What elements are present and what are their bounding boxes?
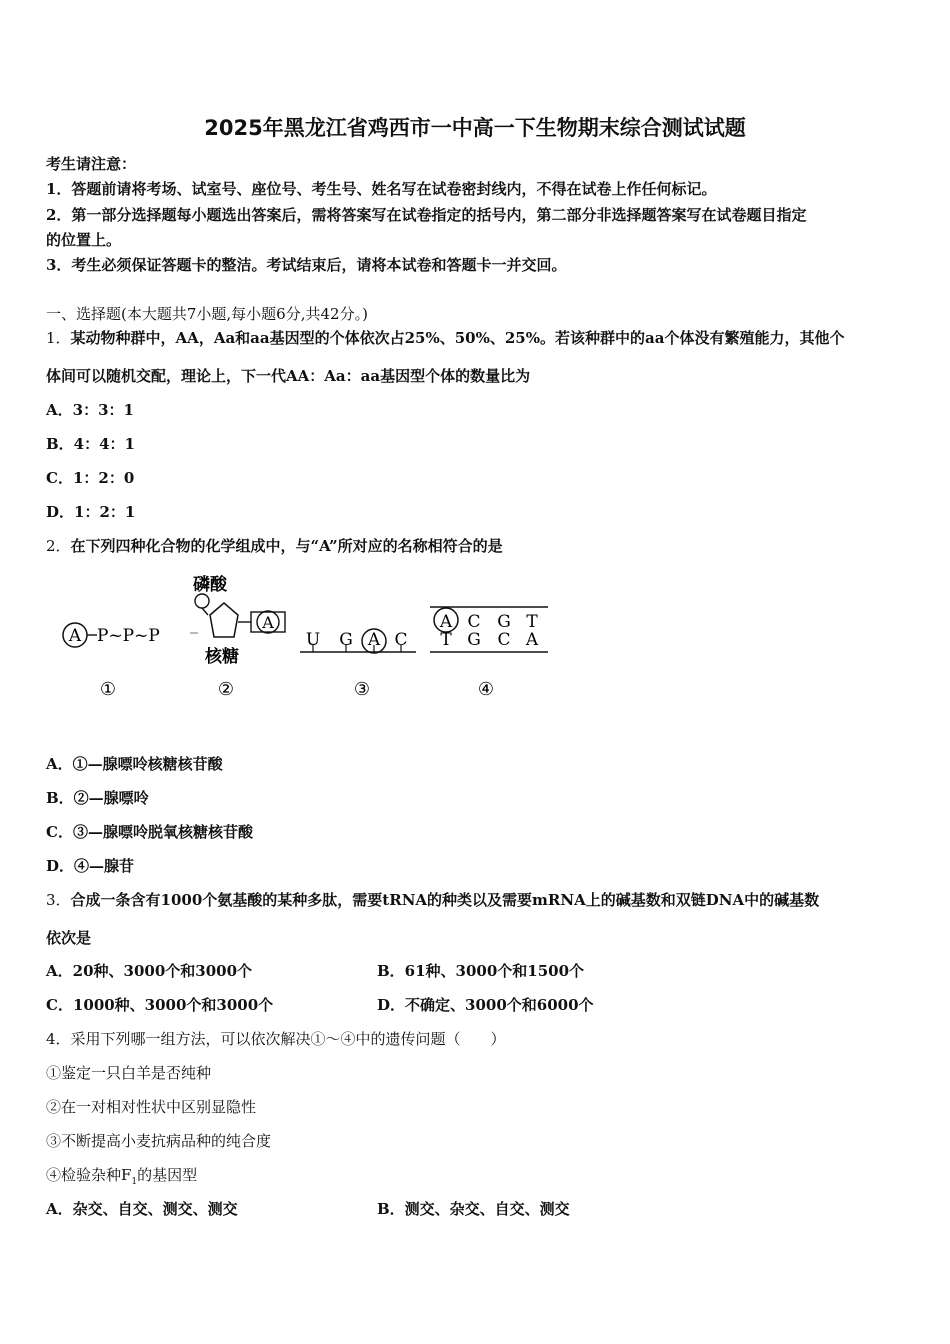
q4-item-4: [46, 1164, 197, 1187]
phosphate-shape: [195, 594, 209, 608]
figure-4-bottom-3: C: [497, 630, 511, 650]
q2-option-b: B．②—腺嘌呤: [46, 789, 149, 807]
notice-heading: 考生请注意：: [46, 155, 137, 173]
ribose-pentagon: [210, 603, 238, 637]
figure-4-top-3: G: [497, 612, 511, 632]
section-heading: 一、选择题(本大题共7小题,每小题6分,共42分。): [46, 305, 368, 323]
q4-text: 采用下列哪一组方法，可以依次解决①～④中的遗传问题（ ）: [70, 1030, 506, 1048]
q4-item-1: ①鉴定一只白羊是否纯种: [46, 1064, 212, 1082]
figure-2-a: A: [262, 613, 274, 632]
q2-stem: [46, 535, 503, 556]
q4-item-4-sub: 1: [131, 1177, 138, 1187]
q2-option-c: C．③—腺嘌呤脱氧核糖核苷酸: [46, 823, 253, 841]
figure-1-atp: [63, 623, 160, 700]
figure-4-bottom-4: A: [525, 630, 539, 650]
figure-3-rna: [300, 629, 416, 700]
figure-3-base-2: G: [339, 630, 353, 650]
figure-4-label: ④: [477, 679, 495, 700]
q4-stem: [46, 1028, 506, 1049]
q3-text-line1: 合成一条含有1000个氨基酸的某种多肽，需要tRNA的种类以及需要mRNA上的碱基数和双链DNA中的碱基数: [70, 891, 820, 909]
q3-option-d: D．不确定、3000个和6000个: [377, 996, 594, 1014]
q3-option-a: A．20种、3000个和3000个: [46, 962, 253, 980]
q4-number: 4．: [46, 1030, 71, 1048]
figure-1-label: ①: [99, 679, 117, 700]
figure-4-top-2: C: [467, 612, 481, 632]
phosphate-label: 磷酸: [193, 575, 227, 595]
q2-option-a: A．①—腺嘌呤核糖核苷酸: [46, 755, 223, 773]
notice-item-2: 2．第一部分选择题每小题选出答案后，需将答案写在试卷指定的括号内，第二部分非选择题答案写在试卷题目指定: [46, 206, 807, 224]
q1-option-a: A．3：3：1: [46, 401, 134, 419]
figure-1-chain: P~P~P: [97, 626, 160, 646]
q1-option-c: C．1：2：0: [46, 469, 135, 487]
figure-4-dna: [430, 607, 548, 700]
q2-figure: [0, 565, 950, 710]
q1-option-d: D．1：2：1: [46, 503, 136, 521]
q4-item-3: ③不断提高小麦抗病品种的纯合度: [46, 1132, 272, 1150]
q2-text: 在下列四种化合物的化学组成中，与“A”所对应的名称相符合的是: [70, 537, 503, 555]
q4-option-b: B．测交、杂交、自交、测交: [377, 1200, 570, 1218]
notice-item-1: 1．答题前请将考场、试室号、座位号、考生号、姓名写在试卷密封线内，不得在试卷上作任何标记。: [46, 180, 717, 198]
q2-option-d: D．④—腺苷: [46, 857, 135, 875]
q3-stem: [46, 889, 819, 910]
q3-text-line2: 依次是: [46, 929, 92, 947]
q4-item-4-pre: ④检验杂种F: [46, 1166, 132, 1184]
q1-option-b: B．4：4：1: [46, 435, 135, 453]
page-title: 2025年黑龙江省鸡西市一中高一下生物期末综合测试试题: [204, 116, 746, 140]
figure-3-base-1: U: [305, 630, 321, 650]
notice-item-3: 3．考生必须保证答题卡的整洁。考试结束后，请将本试卷和答题卡一并交回。: [46, 256, 567, 274]
figure-4-bottom-1: T: [440, 630, 452, 650]
q1-text-line1: 某动物种群中，AA，Aa和aa基因型的个体依次占25%、50%、25%。若该种群中的aa个体没有繁殖能力，其他个: [70, 329, 845, 347]
q1-number: 1．: [46, 329, 71, 347]
q4-item-4-post: 的基因型: [137, 1166, 198, 1184]
figure-2-label: ②: [217, 679, 235, 700]
figure-4-bottom-2: G: [467, 630, 481, 650]
ribose-label: 核糖: [205, 647, 239, 667]
figure-3-label: ③: [353, 679, 371, 700]
q1-text-line2: 体间可以随机交配，理论上，下一代AA：Aa：aa基因型个体的数量比为: [46, 367, 531, 385]
notice-item-2-cont: 的位置上。: [46, 231, 122, 249]
figure-3-base-3: A: [367, 630, 381, 650]
q2-number: 2．: [46, 537, 71, 555]
q4-option-a: A．杂交、自交、测交、测交: [46, 1200, 238, 1218]
figure-2-nucleotide: [190, 574, 285, 700]
q4-item-2: ②在一对相对性状中区别显隐性: [46, 1098, 257, 1116]
figure-4-top-4: T: [526, 612, 538, 632]
q3-number: 3．: [46, 891, 71, 909]
q1-stem: [46, 327, 844, 348]
figure-4-top-1: A: [439, 612, 453, 632]
figure-1-a: A: [68, 626, 82, 646]
q3-option-c: C．1000种、3000个和3000个: [46, 996, 274, 1014]
q3-option-b: B．61种、3000个和1500个: [377, 962, 585, 980]
figure-3-base-4: C: [394, 630, 408, 650]
